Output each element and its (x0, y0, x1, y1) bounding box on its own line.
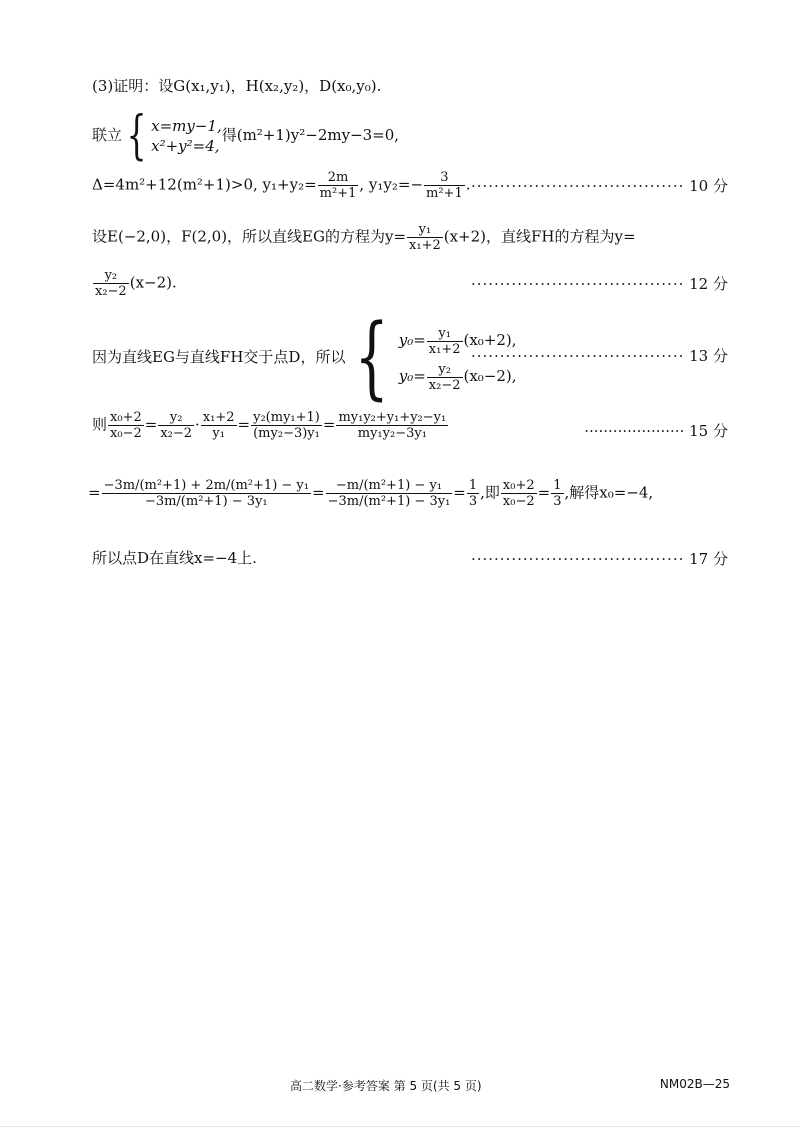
frac-num: −3m/(m²+1) + 2m/(m²+1) − y₁ (103, 478, 309, 493)
frac-num: y₂ (158, 410, 194, 426)
leader-dots: ····································· (470, 275, 685, 293)
frac-num: y₁ (427, 326, 463, 342)
frac-num: y₂ (427, 362, 463, 378)
leader-dots: ····································· (470, 550, 685, 568)
text-conclusion: 所以点D在直线x=−4上. (92, 549, 257, 567)
row-lhs: y₀= (398, 331, 426, 349)
text-quadratic: 得(m²+1)y²−2my−3=0, (221, 126, 400, 144)
score-label: 17 分 (689, 550, 728, 568)
text-fh: (x+2)，直线FH的方程为y= (443, 227, 636, 246)
frac-den: m²+1 (426, 186, 463, 201)
footer-page-info: 高二数学·参考答案 第 5 页(共 5 页) (290, 1079, 482, 1093)
text-lianli: 联立 (92, 126, 123, 144)
frac-den: x₀−2 (110, 426, 142, 441)
line-delta (92, 170, 471, 201)
line-fh-eq (92, 268, 177, 299)
frac-den: 3 (468, 494, 478, 509)
frac-d (336, 410, 448, 441)
frac-den: x₂−2 (428, 377, 461, 393)
leader-dots: ····················· (584, 422, 685, 440)
score-17 (471, 548, 728, 569)
frac-fh (93, 268, 129, 299)
frac-compound-2 (326, 478, 453, 509)
frac-num: 1 (468, 478, 478, 493)
frac-row1 (427, 326, 463, 357)
score-label: 13 分 (689, 347, 728, 365)
dot: · (195, 415, 200, 434)
frac-den: x₂−2 (95, 284, 127, 299)
frac-num: −m/(m²+1) − y₁ (326, 478, 453, 494)
line-proof-intro (92, 76, 381, 96)
score-10 (471, 175, 728, 196)
frac-ratio (108, 410, 144, 441)
frac-den: x₂−2 (160, 426, 193, 441)
frac-b (201, 410, 237, 441)
footer-code: NM02B—25 (659, 1077, 730, 1091)
equals: = (537, 483, 551, 502)
frac-den: my₁y₂−3y₁ (357, 426, 427, 441)
frac-one-third (467, 478, 479, 509)
score-label: 10 分 (689, 177, 728, 195)
frac-num: y₂(my₁+1) (253, 410, 320, 425)
frac-den: (my₂−3)y₁ (253, 426, 320, 441)
text-delta: Δ=4m²+12(m²+1)>0, y₁+y₂= (92, 175, 317, 194)
frac-a (158, 410, 194, 441)
frac-den: y₁ (212, 426, 225, 441)
score-label: 12 分 (689, 275, 728, 293)
row-lhs: y₀= (398, 367, 426, 385)
frac-den: x₁+2 (409, 238, 441, 253)
score-12 (471, 273, 728, 294)
frac-num: x₁+2 (202, 410, 235, 425)
text-intersection: 因为直线EG与直线FH交于点D，所以 (92, 348, 346, 366)
frac-den: 3 (553, 494, 562, 509)
frac-ratio (501, 478, 537, 509)
left-brace-icon: { (126, 106, 147, 166)
text-ef: 设E(−2,0)，F(2,0)，所以直线EG的方程为y= (92, 227, 407, 246)
line-ef (92, 222, 636, 253)
frac-den: m²+1 (319, 186, 357, 201)
row-tail: (x₀+2), (463, 331, 517, 349)
score-label: 15 分 (689, 422, 728, 440)
line-system (92, 106, 400, 166)
frac-one-third (551, 478, 563, 509)
frac-num: x₀+2 (502, 478, 535, 493)
line-ratio (92, 410, 449, 441)
score-13 (471, 345, 728, 366)
left-brace-icon: { (354, 305, 390, 410)
line-conclusion (92, 548, 257, 568)
leader-dots: ····································· (470, 177, 685, 195)
frac-num: 2m (318, 170, 359, 186)
equals: = (322, 415, 336, 434)
equation-system (151, 116, 222, 156)
text-solution: ,解得x₀=−4, (564, 483, 654, 502)
frac-eg (407, 222, 443, 253)
system-eq-2: x²+y²=4, (151, 137, 220, 155)
frac-den: −3m/(m²+1) − 3y₁ (144, 494, 268, 509)
text-product: , y₁y₂=− (359, 175, 424, 194)
frac-num: my₁y₂+y₁+y₂−y₁ (338, 410, 447, 425)
frac-num: 3 (424, 170, 465, 186)
line-intersection (92, 305, 517, 410)
text-ji: ,即 (480, 483, 500, 502)
line-compound (88, 478, 653, 509)
row-tail: (x₀−2), (463, 367, 517, 385)
equals: = (453, 483, 466, 502)
text-fh-tail: (x−2). (129, 273, 177, 292)
frac-row2 (427, 362, 463, 393)
frac-sum (318, 170, 359, 201)
frac-c (251, 410, 322, 441)
system-eq-1: x=my−1, (151, 117, 222, 135)
frac-compound-1 (102, 478, 311, 509)
frac-num: y₁ (407, 222, 443, 238)
equals: = (88, 483, 101, 502)
frac-num: y₂ (93, 268, 129, 284)
page-divider (0, 1126, 800, 1127)
score-15 (584, 420, 728, 441)
equals: = (144, 415, 158, 434)
text-proof-intro: (3)证明：设G(x₁,y₁)，H(x₂,y₂)，D(x₀,y₀). (92, 77, 382, 95)
leader-dots: ····································· (470, 347, 685, 365)
frac-product (424, 170, 465, 201)
frac-num: 1 (553, 478, 562, 493)
frac-den: x₁+2 (428, 341, 461, 357)
equals: = (312, 483, 325, 502)
frac-den: x₀−2 (502, 494, 535, 509)
equals: = (237, 415, 251, 434)
text-ze: 则 (92, 415, 108, 434)
text-period: . (465, 175, 471, 194)
frac-num: x₀+2 (110, 410, 142, 425)
frac-den: −3m/(m²+1) − 3y₁ (327, 494, 451, 509)
